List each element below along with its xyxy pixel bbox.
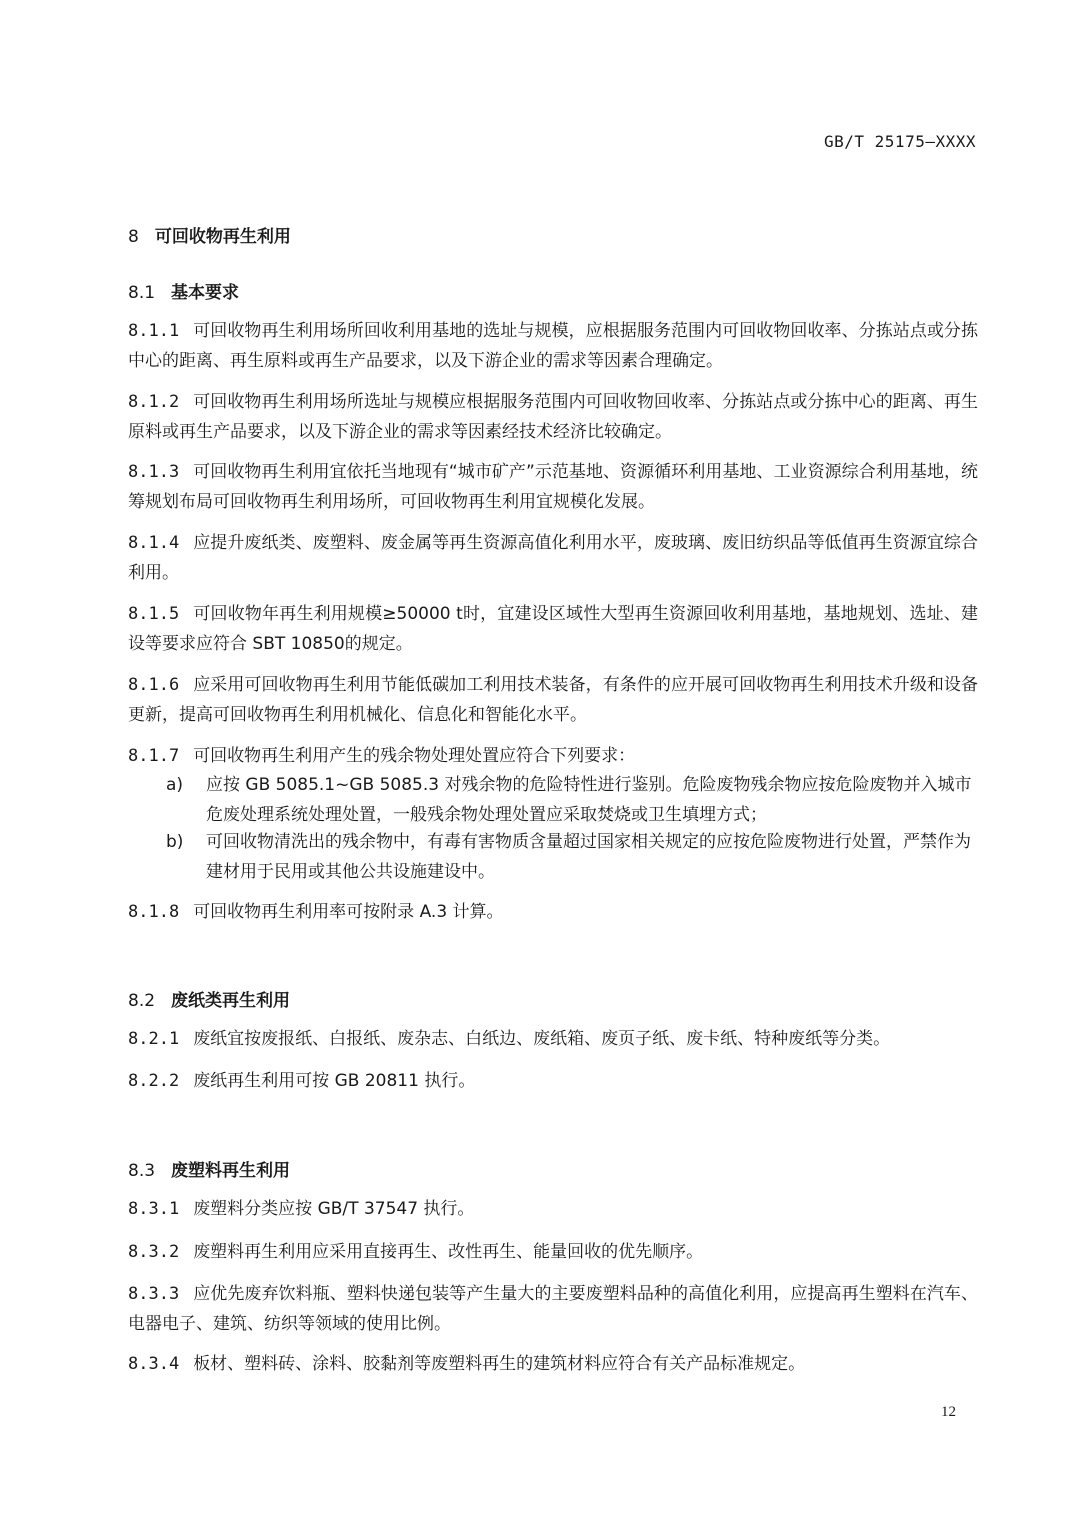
clause-text: 废纸宜按废报纸、白报纸、废杂志、白纸边、废纸箱、废页子纸、废卡纸、特种废纸等分类。 <box>193 1029 891 1049</box>
list-item-text: 可回收物清洗出的残余物中，有毒有害物质含量超过国家相关规定的应按危险废物进行处置，严禁作为建材用于民用或其他公共设施建设中。 <box>206 832 971 882</box>
clause-8-3-1 <box>128 1194 978 1224</box>
clause-number: 8.1.3 <box>128 462 180 482</box>
clause-text: 应采用可回收物再生利用节能低碳加工利用技术装备，有条件的应开展可回收物再生利用技术升级和设备更新，提高可回收物再生利用机械化、信息化和智能化水平。 <box>128 675 978 725</box>
page-number: 12 <box>941 1404 956 1420</box>
section-8-3-heading <box>128 1156 290 1181</box>
clause-text: 废塑料分类应按 GB/T 37547 执行。 <box>193 1199 475 1219</box>
list-item-b <box>166 827 978 887</box>
clause-number: 8.1.7 <box>128 746 180 766</box>
clause-text: 可回收物再生利用率可按附录 A.3 计算。 <box>193 902 504 922</box>
clause-number: 8.1.6 <box>128 675 180 695</box>
list-item-label: b) <box>166 832 184 852</box>
list-item-text: 应按 GB 5085.1~GB 5085.3 对残余物的危险特性进行鉴别。危险废物残余物应按危险废物并入城市危废处理系统处理处置，一般残余物处理处置应采取焚烧或卫生填埋方式； <box>206 775 972 825</box>
clause-text: 可回收物再生利用产生的残余物处理处置应符合下列要求： <box>193 746 636 766</box>
list-item-a <box>166 770 978 830</box>
list-item-label: a) <box>166 775 184 795</box>
clause-8-2-2 <box>128 1066 978 1096</box>
clause-number: 8.3.4 <box>128 1354 180 1374</box>
clause-8-1-8 <box>128 897 978 927</box>
section-8-1-heading <box>128 278 239 303</box>
clause-text: 废纸再生利用可按 GB 20811 执行。 <box>193 1071 476 1091</box>
clause-text: 应优先废弃饮料瓶、塑料快递包装等产生量大的主要废塑料品种的高值化利用，应提高再生塑料在汽车、电器电子、建筑、纺织等领域的使用比例。 <box>128 1284 978 1334</box>
clause-8-1-7 <box>128 741 978 771</box>
clause-8-1-2 <box>128 387 978 447</box>
clause-text: 废塑料再生利用应采用直接再生、改性再生、能量回收的优先顺序。 <box>193 1242 704 1262</box>
clause-number: 8.2.2 <box>128 1071 180 1091</box>
clause-8-1-1 <box>128 316 978 376</box>
clause-text: 应提升废纸类、废塑料、废金属等再生资源高值化利用水平，废玻璃、废旧纺织品等低值再生资源宜综合利用。 <box>128 533 978 583</box>
section-number: 8.2 <box>128 991 156 1011</box>
section-title: 可回收物再生利用 <box>154 227 291 247</box>
clause-number: 8.3.3 <box>128 1284 180 1304</box>
clause-8-3-4 <box>128 1349 978 1379</box>
clause-text: 可回收物再生利用场所回收利用基地的选址与规模，应根据服务范围内可回收物回收率、分拣站点或分拣中心的距离、再生原料或再生产品要求，以及下游企业的需求等因素合理确定。 <box>128 321 978 371</box>
clause-8-1-4 <box>128 528 978 588</box>
section-title: 基本要求 <box>171 283 240 303</box>
clause-text: 可回收物再生利用宜依托当地现有“城市矿产”示范基地、资源循环利用基地、工业资源综合利用基地，统筹规划布局可回收物再生利用场所，可回收物再生利用宜规模化发展。 <box>128 462 978 512</box>
clause-8-3-3 <box>128 1279 978 1339</box>
clause-number: 8.1.1 <box>128 321 180 341</box>
clause-number: 8.3.1 <box>128 1199 180 1219</box>
clause-number: 8.1.5 <box>128 604 180 624</box>
clause-text: 可回收物再生利用场所选址与规模应根据服务范围内可回收物回收率、分拣站点或分拣中心的距离、再生原料或再生产品要求，以及下游企业的需求等因素经技术经济比较确定。 <box>128 392 978 442</box>
clause-8-1-3 <box>128 457 978 517</box>
clause-number: 8.2.1 <box>128 1029 180 1049</box>
section-8-2-heading <box>128 986 290 1011</box>
clause-number: 8.1.8 <box>128 902 180 922</box>
section-title: 废纸类再生利用 <box>171 991 291 1011</box>
clause-8-1-5 <box>128 599 978 659</box>
clause-text: 板材、塑料砖、涂料、胶黏剂等废塑料再生的建筑材料应符合有关产品标准规定。 <box>193 1354 806 1374</box>
section-number: 8 <box>128 227 139 247</box>
section-number: 8.1 <box>128 283 156 303</box>
clause-8-2-1 <box>128 1024 978 1054</box>
section-number: 8.3 <box>128 1161 156 1181</box>
clause-text: 可回收物年再生利用规模≥50000 t时，宜建设区域性大型再生资源回收利用基地，基地规划、选址、建设等要求应符合 SBT 10850的规定。 <box>128 604 978 654</box>
section-title: 废塑料再生利用 <box>171 1161 291 1181</box>
section-8-heading <box>128 222 291 247</box>
document-id: GB/T 25175—XXXX <box>824 132 976 151</box>
clause-number: 8.3.2 <box>128 1242 180 1262</box>
clause-8-3-2 <box>128 1237 978 1267</box>
clause-number: 8.1.2 <box>128 392 180 412</box>
clause-number: 8.1.4 <box>128 533 180 553</box>
clause-8-1-6 <box>128 670 978 730</box>
